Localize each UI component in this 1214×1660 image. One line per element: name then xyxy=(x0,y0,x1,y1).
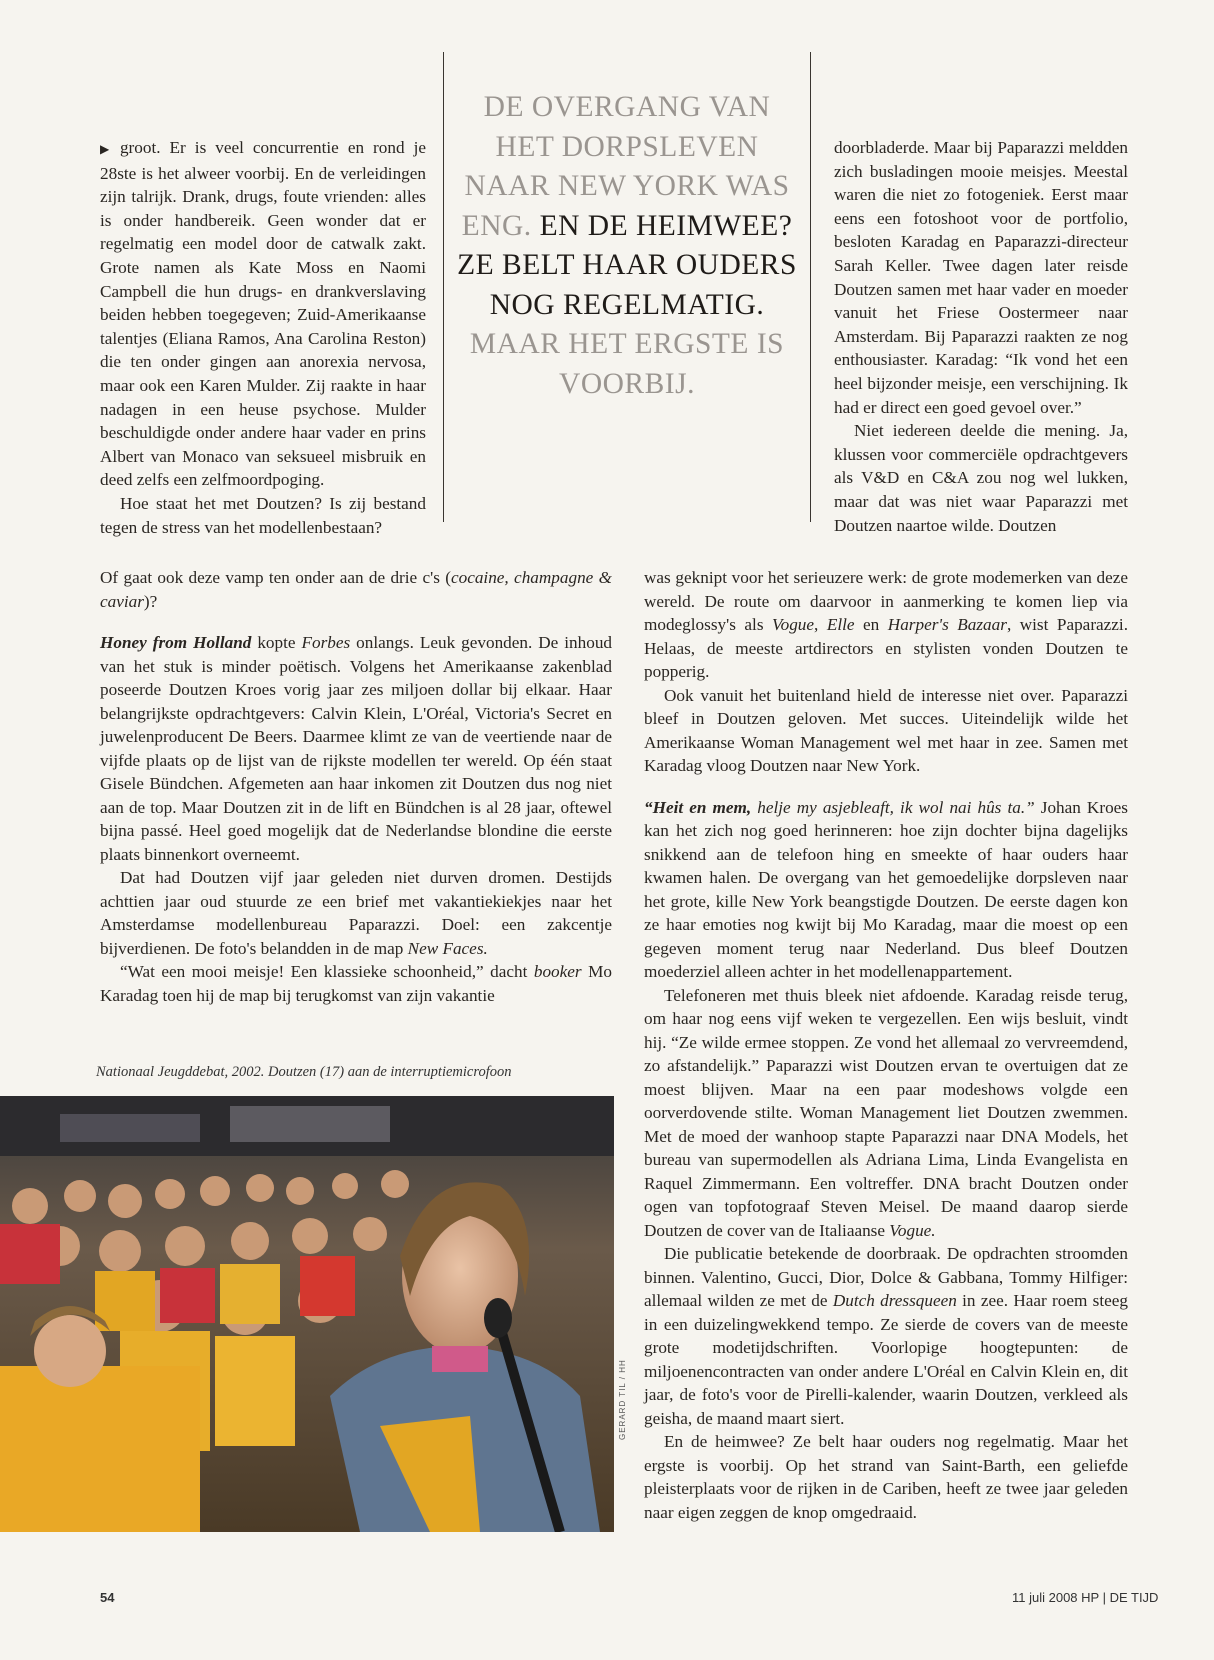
left-section xyxy=(100,566,612,1007)
paragraph: Ook vanuit het buitenland hield de interesse niet over. Paparazzi bleef in Doutzen geloven. Met succes. Uiteindelijk wilde het Amerikaanse Woman Management wel met haar in zee. Samen met Karadag vloog Doutzen naar New York. xyxy=(644,685,1128,775)
paragraph: Dat had Doutzen vijf jaar geleden niet durven dromen. Destijds achttien jaar oud stuurde ze een brief met vakantiekiekjes naar het Amsterdamse modellenbureau Paparazzi. Doel: een zakcentje bijverdienen. De foto's belandden in de map New Faces. xyxy=(100,868,612,958)
pull-quote xyxy=(452,88,802,404)
divider xyxy=(810,52,811,522)
paragraph: “Wat een mooi meisje! Een klassieke schoonheid,” dacht booker Mo Karadag toen hij de map bij terugkomst van zijn vakantie xyxy=(100,962,612,1005)
right-column xyxy=(834,136,1128,537)
issue-info: 11 juli 2008 HP | DE TIJD xyxy=(1012,1590,1159,1605)
debate-photo xyxy=(0,1096,614,1532)
photo-credit: GERARD TIL / HH xyxy=(618,1359,627,1440)
pull-quote-light-2: MAAR HET ERGSTE IS VOORBIJ. xyxy=(469,328,785,400)
paragraph: Honey from Holland kopte Forbes onlangs. Leuk gevonden. De inhoud van het stuk is minder poëtisch. Volgens het Amerikaanse zakenblad poseerde Doutzen Kroes vorig jaar zes miljoen dollar bij elkaar. Haar belangrijkste opdrachtgevers: Calvin Klein, L'Oréal, Victoria's Secret en juwelenproducent De Beers. Daarmee klimt ze van de veertiende naar de vijfde plaats op de lijst van de rijkste modellen ter wereld. Op één staat Gisele Bündchen. Afgemeten aan haar inkomen zit Doutzen dus nog niet aan de top. Maar Doutzen zit in de lift en Bündchen is al 28 jaar, oftewel bijna passé. Heel goed mogelijk dat de Nederlandse blondine die eerste plaats binnenkort overneemt. xyxy=(100,633,613,864)
arrow-icon: ▶ xyxy=(100,142,114,156)
paragraph: was geknipt voor het serieuzere werk: de grote modemerken van deze wereld. De route om daarvoor in aanmerking te komen liep via modeglossy's als Vogue, Elle en Harper's Bazaar, wist Paparazzi. Helaas, de meeste artdirectors en stylisten vonden Doutzen te popperig. xyxy=(644,568,1128,681)
paragraph: doorbladerde. Maar bij Paparazzi meldden zich busladingen mooie meisjes. Meestal waren die niet zo fotogeniek. Eerst maar eens een fotoshoot voor de portfolio, besloten Karadag en Paparazzi-directeur Sarah Keller. Twee dagen later reisde Doutzen samen met haar vader en moeder vanuit het Friese Oostermeer naar Amsterdam. Bij Paparazzi raakten ze nog enthousiaster. Karadag: “Ik vond het een heel bijzonder meisje, een verschijning. Ik had er direct een goed gevoel over.” xyxy=(834,138,1128,417)
pull-quote-dark: EN DE HEIMWEE? ZE BELT HAAR OUDERS NOG REGELMATIG. xyxy=(457,209,797,321)
right-section xyxy=(644,566,1128,1524)
left-column xyxy=(100,136,426,539)
paragraph: “Heit en mem, helje my asjebleaft, ik wol nai hûs ta.” Johan Kroes kan het zich nog goed herinneren: hoe zijn dochter bijna dagelijks snikkend aan de telefoon hing en smeekte of haar ouders haar kwamen halen. De overgang van het gemoedelijke dorpsleven naar het grote, kille New York beangstigde Doutzen. De eerste dagen kon ze haar emoties nog kwijt bij Mo Karadag, maar die moest op een gegeven moment terug naar Nederland. Dus bleef Doutzen moederziel alleen achter in het modellenappartement. xyxy=(644,797,1128,981)
divider xyxy=(443,52,444,522)
paragraph: Hoe staat het met Doutzen? Is zij bestand tegen de stress van het modellenbestaan? xyxy=(100,493,426,537)
paragraph: Telefoneren met thuis bleek niet afdoende. Karadag reisde terug, om haar nog eens vijf weken te vergezellen. Een wijs besluit, vindt hij. “Ze wilde ermee stoppen. Ze vond het allemaal zo vervreemdend, zo afstandelijk.” Paparazzi wist Doutzen ervan te overtuigen dat ze moest blijven. Maar na een paar modeshows volgde een oorverdovende stilte. Woman Management liet Doutzen zwemmen. Met de moed der wanhoop stapte Paparazzi naar DNA Models, het bureau van supermodellen als Adriana Lima, Linda Evangelista en Raquel Zimmermann. Een voltreffer. DNA bracht Doutzen onder ogen van topfotograaf Steven Meisel. De maand daarop sierde Doutzen de cover van de Italiaanse Vogue. xyxy=(644,985,1128,1240)
paragraph: En de heimwee? Ze belt haar ouders nog regelmatig. Maar het ergste is voorbij. Op het strand van Saint-Barth, een geliefde pleisterplaats voor de rijken in de Cariben, heeft ze twee jaar geleden naar eigen zeggen de knop omgedraaid. xyxy=(644,1432,1128,1522)
page-number: 54 xyxy=(100,1590,115,1605)
photo-caption: Nationaal Jeugddebat, 2002. Doutzen (17) aan de interruptiemicrofoon xyxy=(96,1064,512,1080)
paragraph: ▶ groot. Er is veel concurrentie en rond je 28ste is het alweer voorbij. En de verleidingen zijn talrijk. Drank, drugs, foute vrienden: alles is onder handbereik. Geen wonder dat er regelmatig een model door de catwalk zakt. Grote namen als Kate Moss en Naomi Campbell die hun drugs- en drankverslaving beiden hebben toegegeven; Zuid-Amerikaanse talentjes (Eliana Ramos, Ana Carolina Reston) die ten onder gingen aan anorexia nervosa, maar ook een Karen Mulder. Zij raakte in haar nadagen in een heuse psychose. Mulder beschuldigde onder andere haar vader en prins Albert van Monaco van seksueel misbruik en deed zelfs een zelfmoordpoging. xyxy=(100,138,426,490)
pull-quote-light: DE OVERGANG VAN HET DORPSLEVEN NAAR NEW YORK WAS ENG. xyxy=(461,91,790,242)
paragraph: Niet iedereen deelde die mening. Ja, klussen voor commerciële opdrachtgevers als V&D en C&A zou nog wel lukken, maar dat was niet waar Paparazzi met Doutzen naartoe wilde. Doutzen xyxy=(834,421,1128,535)
paragraph: Die publicatie betekende de doorbraak. De opdrachten stroomden binnen. Valentino, Gucci, Dior, Dolce & Gabbana, Tommy Hilfiger: allemaal wilden ze met de Dutch dressqueen in zee. Haar roem steeg in een duizelingwekkend tempo. Ze sierde de covers van de meeste grote modetijdschriften. Voorlopige hoogtepunten: de miljoenencontracten van onder andere L'Oréal en Calvin Klein en, dit jaar, de foto's voor de Pirelli-kalender, waarin Doutzen, verkleed als geisha, de maand maart siert. xyxy=(644,1244,1128,1428)
paragraph: Of gaat ook deze vamp ten onder aan de drie c's (cocaine, champagne & caviar)? xyxy=(100,568,612,611)
